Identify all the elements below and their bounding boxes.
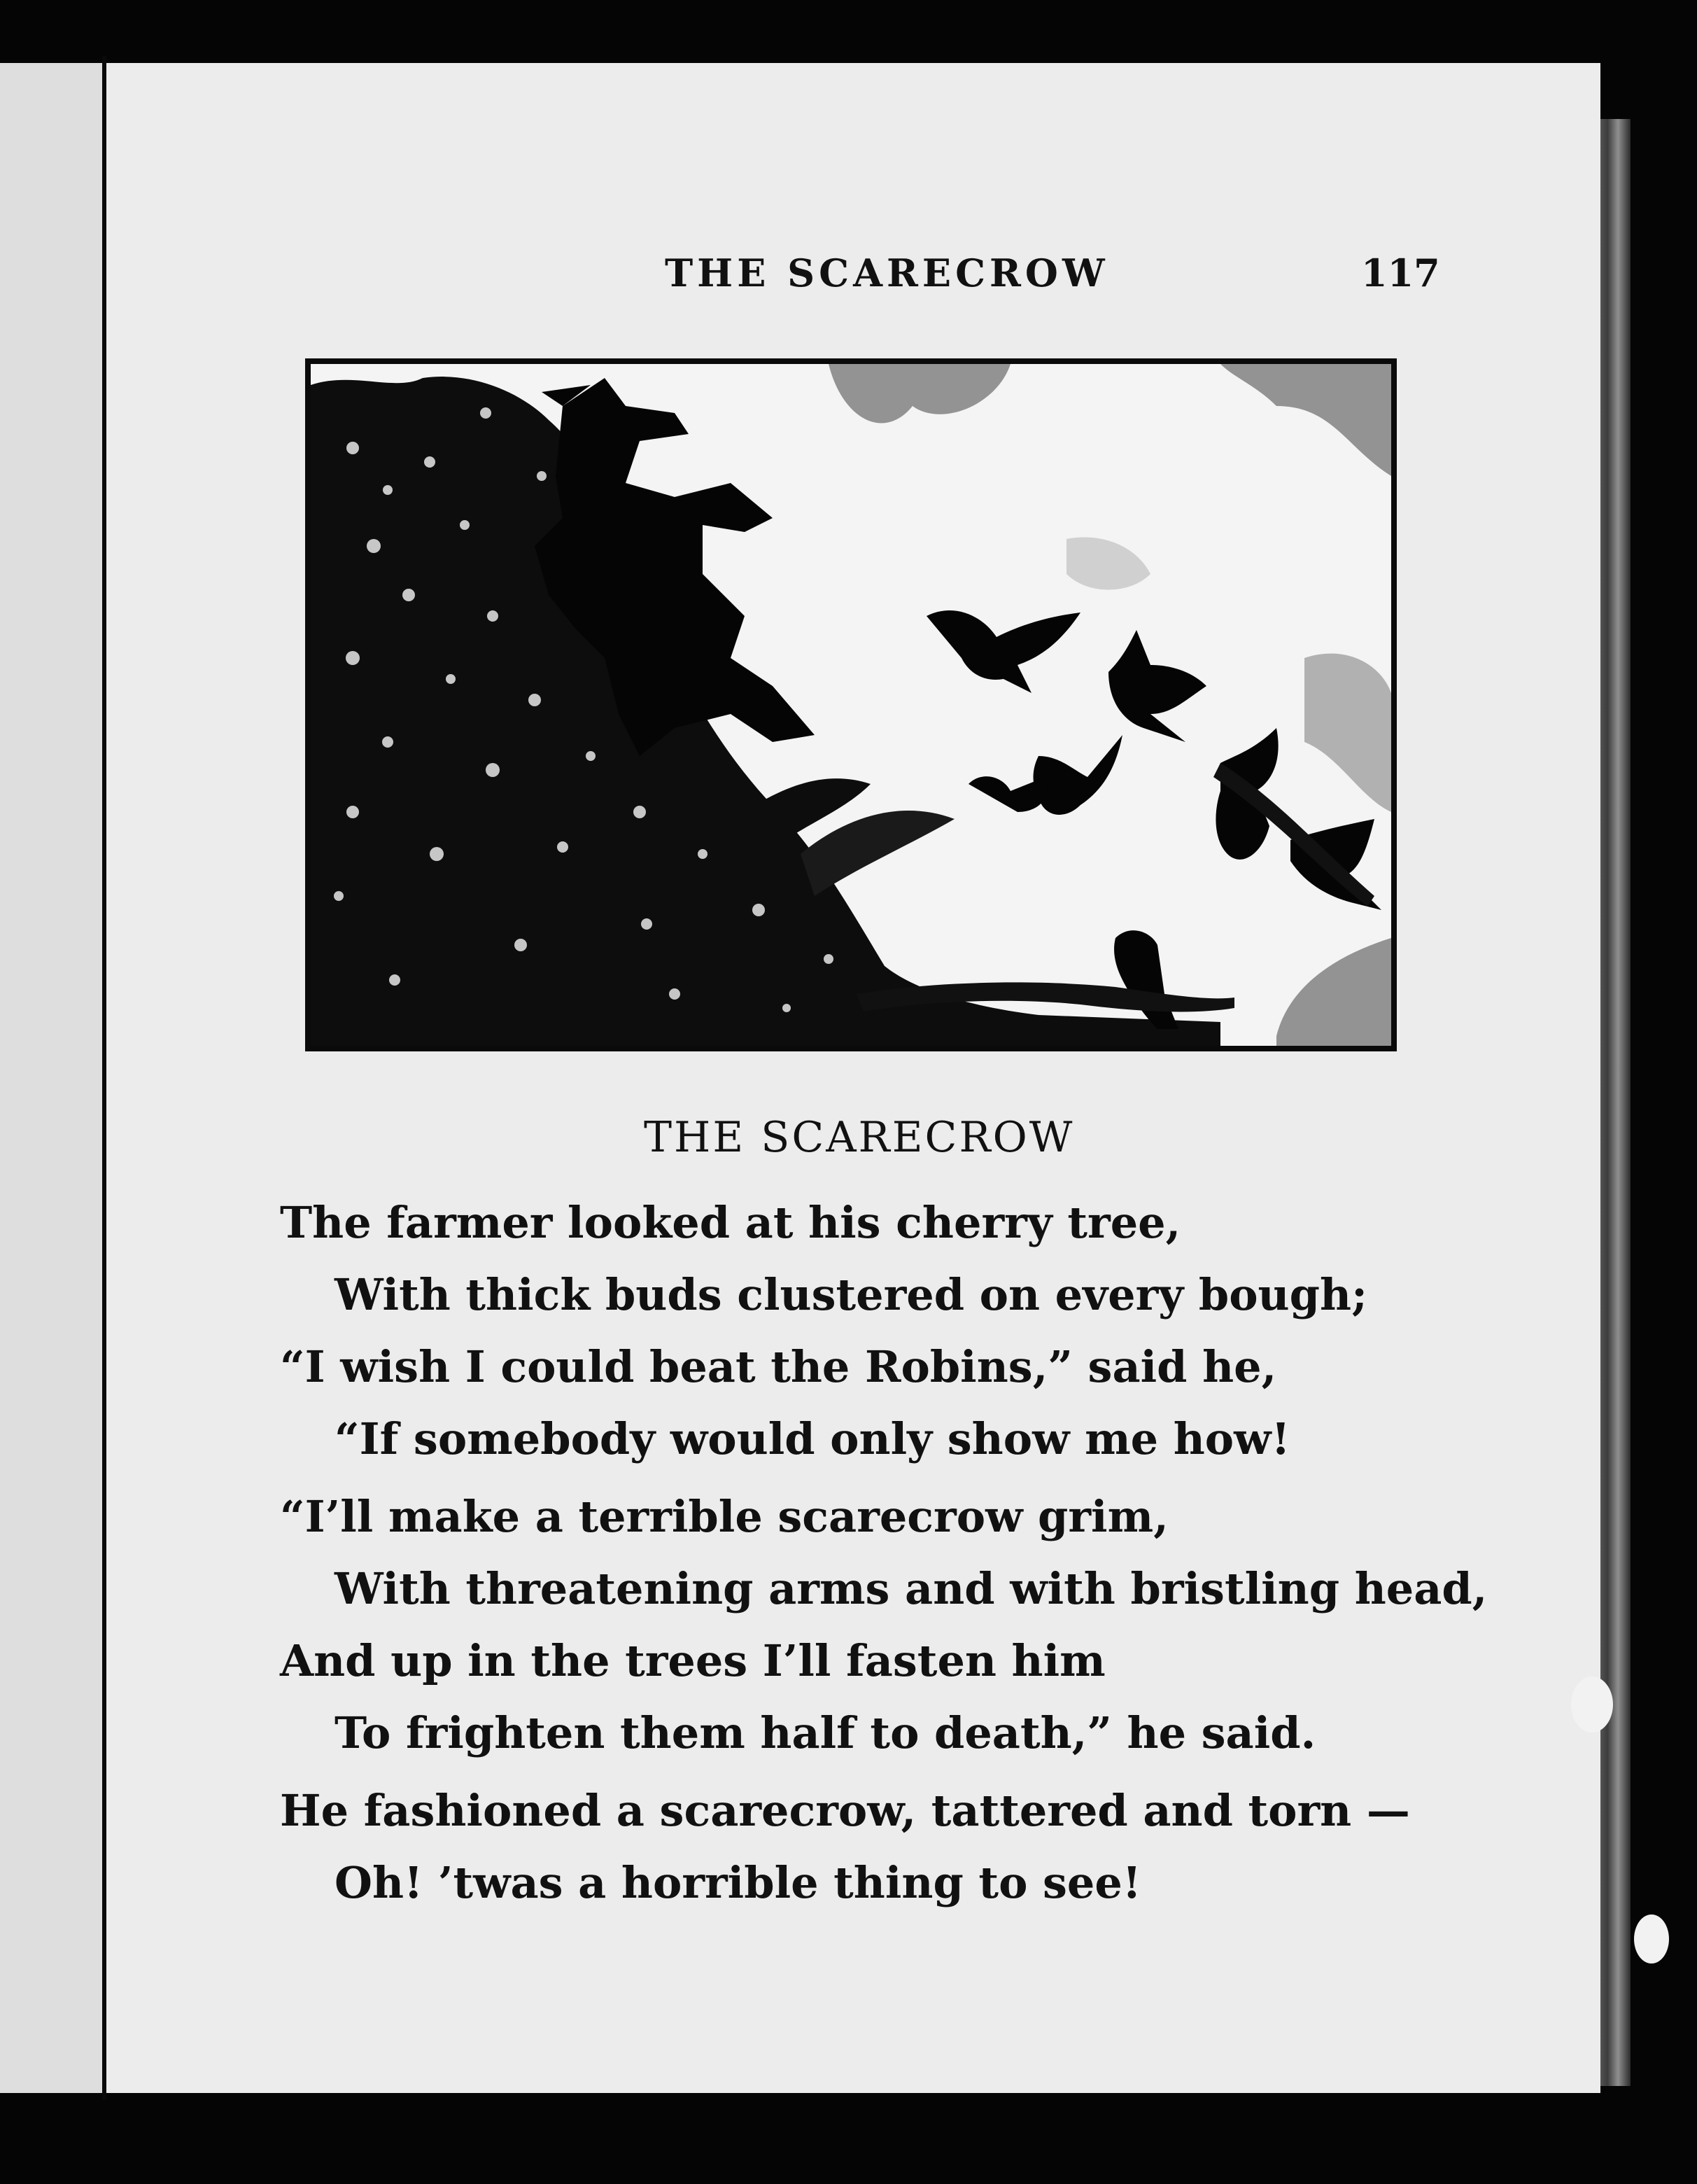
poem-line: With threatening arms and with bristling head, — [335, 1563, 1488, 1614]
page-number: 117 — [1361, 251, 1440, 295]
page-damage-spot — [1571, 1676, 1613, 1732]
stanza — [280, 1480, 1540, 1769]
page-damage-spot — [1634, 1914, 1669, 1963]
poem-body — [280, 1186, 1540, 1919]
stanza-break — [280, 1769, 1540, 1774]
facing-page-edge — [0, 63, 104, 2093]
poem-line: “I wish I could beat the Robins,” said he, — [280, 1341, 1277, 1392]
stanza-break — [280, 1475, 1540, 1480]
poem-title: THE SCARECROW — [644, 1113, 1075, 1162]
poem-line: The farmer looked at his cherry tree, — [280, 1197, 1181, 1248]
poem-line: “I’ll make a terrible scarecrow grim, — [280, 1491, 1169, 1542]
stanza — [280, 1774, 1540, 1919]
poem-line: He fashioned a scarecrow, tattered and torn — — [280, 1785, 1410, 1836]
poem-line: With thick buds clustered on every bough; — [335, 1269, 1367, 1320]
scarecrow-tree-birds-picture — [311, 364, 1391, 1046]
stanza — [280, 1186, 1540, 1475]
poem-line: And up in the trees I’ll fasten him — [280, 1635, 1106, 1686]
poem-line: To frighten them half to death,” he said. — [335, 1707, 1316, 1758]
running-head: THE SCARECROW — [665, 251, 1109, 295]
poem-line: “If somebody would only show me how! — [335, 1413, 1290, 1464]
poem-line: Oh! ’twas a horrible thing to see! — [335, 1857, 1142, 1908]
scarecrow-illustration — [305, 358, 1397, 1051]
